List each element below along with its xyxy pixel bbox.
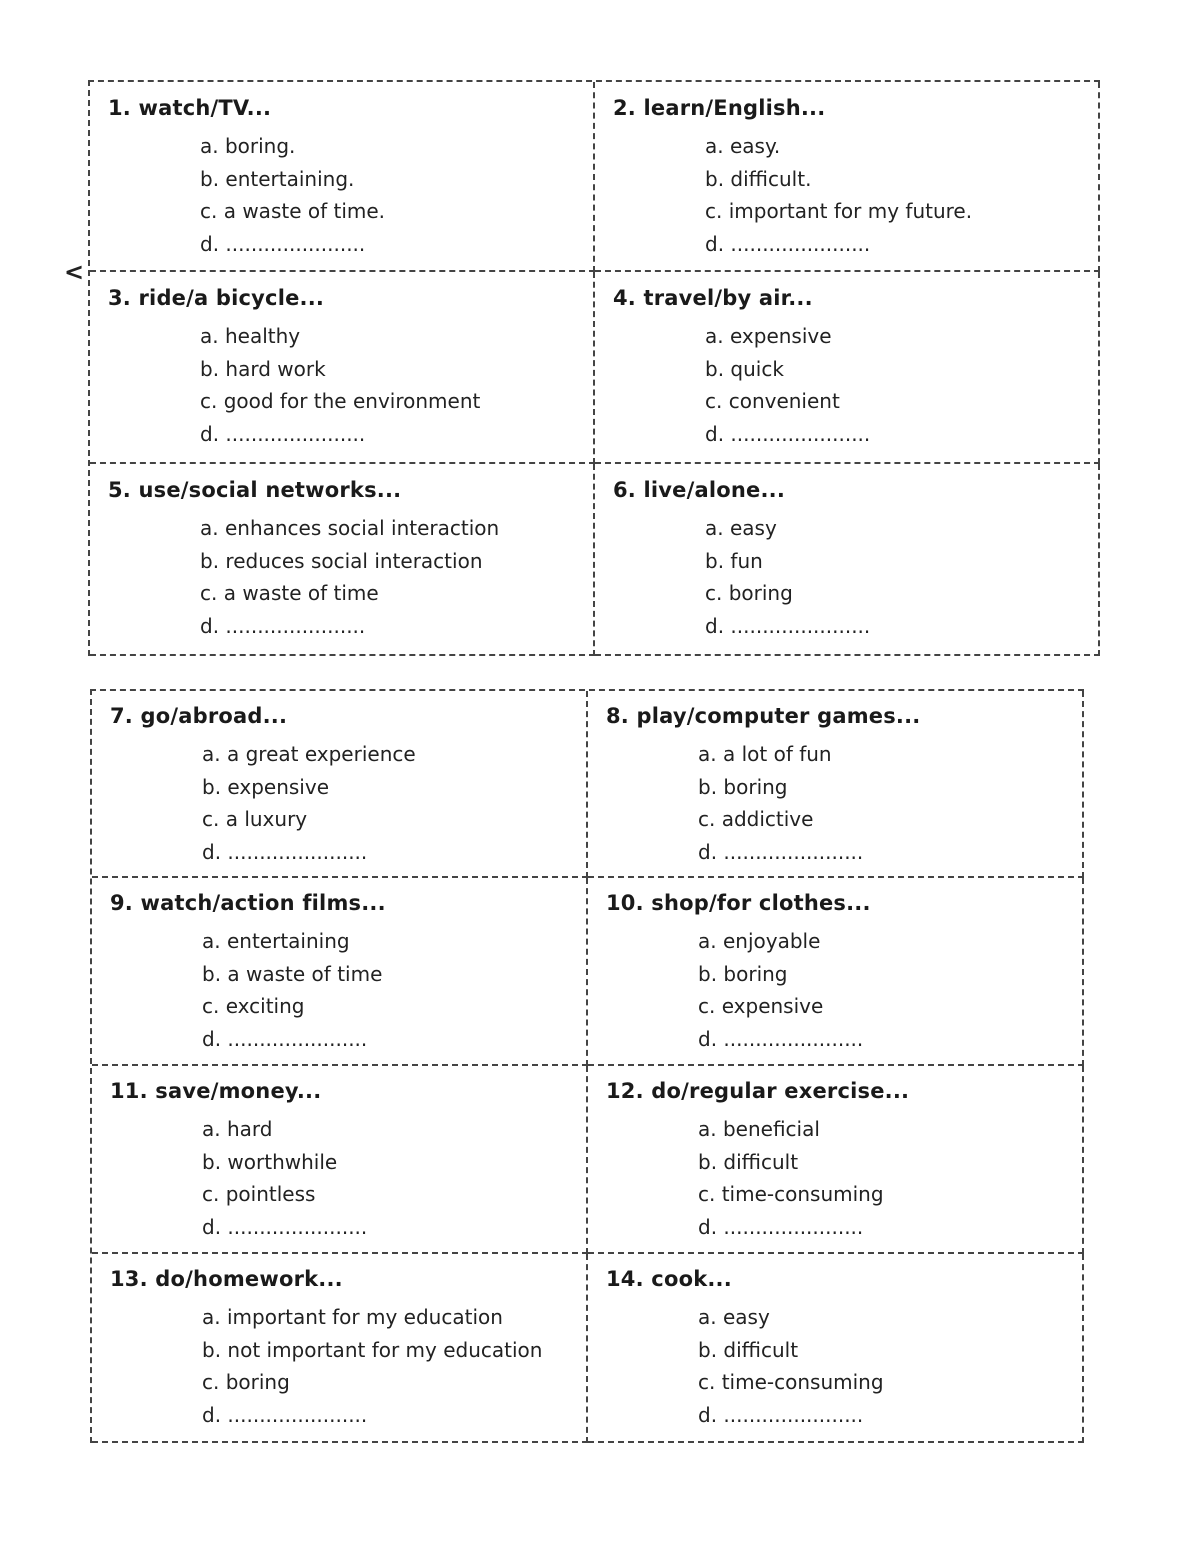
option-list: [110, 1301, 586, 1431]
option-item: d. ......................: [705, 421, 871, 446]
option-list: [110, 925, 586, 1055]
question-title: 14. cook...: [606, 1267, 732, 1291]
option-item: b. boring: [698, 774, 788, 799]
option-item: a. easy: [698, 1305, 770, 1329]
option-item: b. worthwhile: [202, 1149, 338, 1174]
option-item: d. ......................: [705, 613, 871, 638]
option-list: [606, 1113, 1082, 1243]
option-list: [108, 512, 593, 642]
question-card: [90, 464, 595, 656]
option-item: b. hard work: [200, 356, 326, 381]
card-sheet-bottom: [90, 689, 1084, 1443]
question-title: 2. learn/English...: [613, 96, 826, 120]
question-title: 12. do/regular exercise...: [606, 1079, 910, 1103]
option-item: c. expensive: [698, 994, 824, 1018]
question-card: [92, 1066, 588, 1254]
question-card: [92, 1254, 588, 1443]
option-item: d. ......................: [698, 1026, 864, 1051]
option-list: [108, 130, 593, 260]
option-list: [613, 512, 1098, 642]
option-item: b. a waste of time: [202, 961, 383, 986]
option-item: b. not important for my education: [202, 1337, 543, 1362]
question-title: 1. watch/TV...: [108, 96, 272, 120]
question-card: [588, 1066, 1084, 1254]
question-card: [90, 82, 595, 272]
option-item: a. expensive: [705, 324, 832, 348]
option-list: [613, 130, 1098, 260]
question-title: 7. go/abroad...: [110, 704, 288, 728]
question-card: [595, 82, 1100, 272]
option-item: a. enhances social interaction: [200, 516, 500, 540]
option-item: c. time-consuming: [698, 1370, 884, 1394]
option-item: a. hard: [202, 1117, 273, 1141]
option-item: c. good for the environment: [200, 389, 481, 413]
option-item: c. important for my future.: [705, 199, 973, 223]
option-item: b. quick: [705, 356, 784, 381]
option-item: d. ......................: [202, 839, 368, 864]
option-item: b. boring: [698, 961, 788, 986]
option-item: b. entertaining.: [200, 166, 355, 191]
option-item: a. a great experience: [202, 742, 416, 766]
option-item: c. a waste of time: [200, 581, 379, 605]
option-item: a. easy.: [705, 134, 781, 158]
option-item: d. ......................: [705, 231, 871, 256]
option-item: d. ......................: [200, 231, 366, 256]
option-item: a. enjoyable: [698, 929, 821, 953]
question-title: 10. shop/for clothes...: [606, 891, 871, 915]
question-title: 4. travel/by air...: [613, 286, 813, 310]
option-item: c. a luxury: [202, 807, 308, 831]
option-item: a. boring.: [200, 134, 296, 158]
question-title: 6. live/alone...: [613, 478, 786, 502]
question-title: 9. watch/action films...: [110, 891, 386, 915]
option-item: a. entertaining: [202, 929, 350, 953]
option-list: [613, 320, 1098, 450]
option-item: c. boring: [202, 1370, 290, 1394]
option-item: a. a lot of fun: [698, 742, 832, 766]
option-list: [108, 320, 593, 450]
question-title: 13. do/homework...: [110, 1267, 343, 1291]
option-item: b. difficult.: [705, 166, 812, 191]
option-item: a. beneficial: [698, 1117, 820, 1141]
question-title: 3. ride/a bicycle...: [108, 286, 325, 310]
option-item: b. fun: [705, 548, 763, 573]
question-card: [92, 691, 588, 878]
option-item: b. expensive: [202, 774, 329, 799]
option-item: a. important for my education: [202, 1305, 503, 1329]
question-title: 8. play/computer games...: [606, 704, 921, 728]
option-item: d. ......................: [698, 839, 864, 864]
option-list: [606, 738, 1082, 868]
side-mark: <: [64, 258, 85, 286]
question-card: [588, 878, 1084, 1066]
question-card: [90, 272, 595, 464]
option-list: [110, 1113, 586, 1243]
option-item: b. difficult: [698, 1337, 799, 1362]
option-item: c. addictive: [698, 807, 814, 831]
option-item: d. ......................: [698, 1402, 864, 1427]
question-title: 5. use/social networks...: [108, 478, 402, 502]
option-item: a. healthy: [200, 324, 301, 348]
option-item: c. a waste of time.: [200, 199, 386, 223]
option-item: c. exciting: [202, 994, 305, 1018]
option-item: d. ......................: [202, 1402, 368, 1427]
option-item: b. difficult: [698, 1149, 799, 1174]
question-card: [92, 878, 588, 1066]
option-item: d. ......................: [200, 613, 366, 638]
option-item: c. boring: [705, 581, 793, 605]
card-sheet-top: [88, 80, 1100, 656]
option-item: d. ......................: [698, 1214, 864, 1239]
option-item: d. ......................: [200, 421, 366, 446]
option-list: [110, 738, 586, 868]
option-item: b. reduces social interaction: [200, 548, 483, 573]
option-item: c. convenient: [705, 389, 840, 413]
question-title: 11. save/money...: [110, 1079, 322, 1103]
option-list: [606, 1301, 1082, 1431]
option-list: [606, 925, 1082, 1055]
question-card: [595, 464, 1100, 656]
question-card: [595, 272, 1100, 464]
option-item: a. easy: [705, 516, 777, 540]
option-item: c. time-consuming: [698, 1182, 884, 1206]
question-card: [588, 1254, 1084, 1443]
question-card: [588, 691, 1084, 878]
option-item: d. ......................: [202, 1214, 368, 1239]
option-item: d. ......................: [202, 1026, 368, 1051]
option-item: c. pointless: [202, 1182, 316, 1206]
